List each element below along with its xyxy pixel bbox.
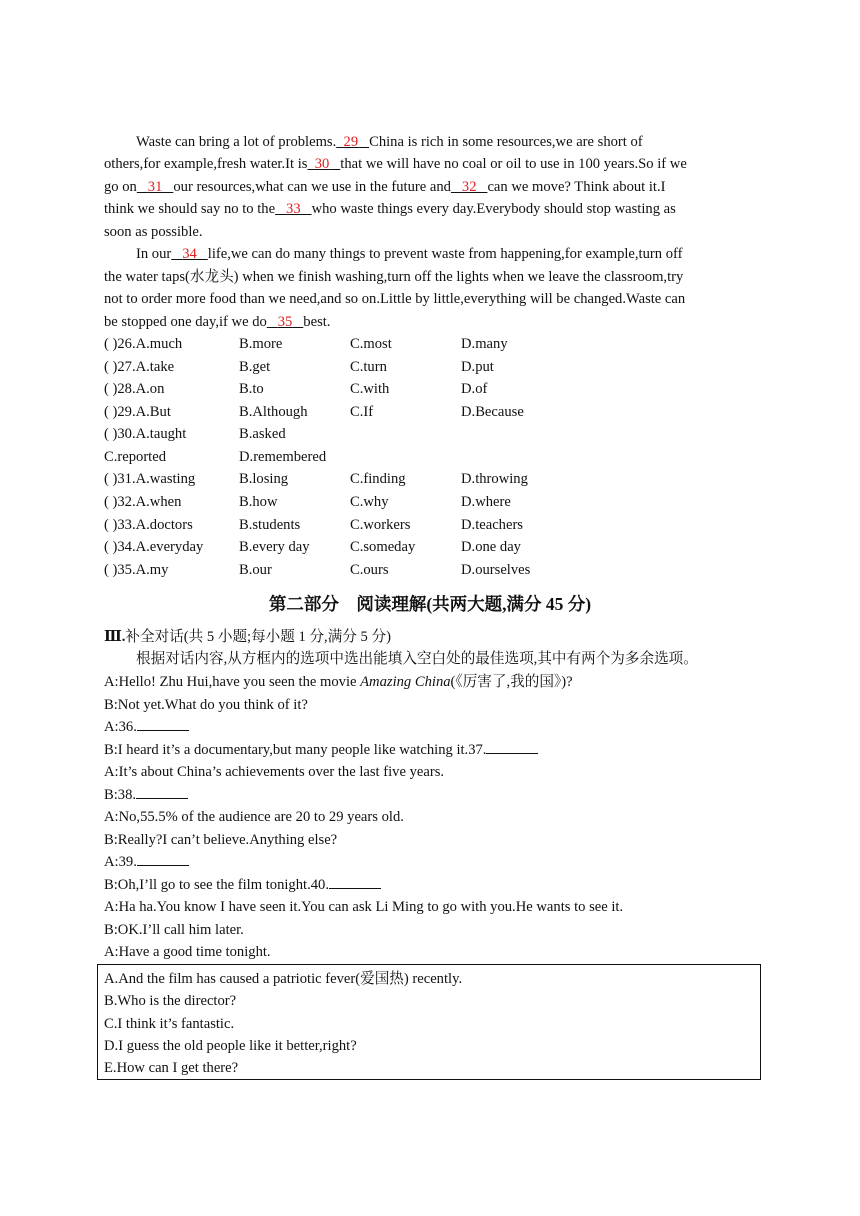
dialogue-line: B:I heard it’s a documentary,but many people like watching it.37. — [104, 739, 538, 761]
section-title: 第二部分 阅读理解(共两大题,满分 45 分) — [268, 594, 592, 614]
section-heading: Ⅲ.补全对话(共 5 小题;每小题 1 分,满分 5 分) — [104, 629, 391, 645]
passage-line: be stopped one day,if we do 35 best. — [104, 311, 330, 333]
choice-item: C.I think it’s fantastic. — [104, 1016, 235, 1032]
passage-line: Waste can bring a lot of problems. 29 China is rich in some resources,we are short of — [136, 131, 643, 153]
exam-page: Waste can bring a lot of problems. 29 China is rich in some resources,we are short of others,for example,fresh water.It is 30 that we will have no coal or oil to use in 100 years.So if we go on 31 our resources,what can we use in the future and 32 can we move? Think about it.I think we should say no to the 33 who waste things every day.Everybody should stop wasting as soon as possible. In our 34 life,we can do many things to prevent waste from happening,for example,turn off the water taps(水龙头) when we finish washing,turn off the lights when we leave the classroom,try not to order more food than we need,and so on.Little by little,everything will be changed.Waste can be stopped one day,if we do 35 best. ( )26.A.much B.more C.most D.many ( )27.A.take B.get C.turn D.put ( )28.A.on B.to C.with D.of ( )29.A.But B.Although C.If D.Because ( )30.A.taught B.asked C.reported D.remembered ( )31.A.wasting B.losing C.finding D.throwing ( )32.A.when B.how C.why D.where ( )33.A.doctors B.students C.workers D.teachers ( )34.A.everyday B.every day C.someday D.one day ( )35.A.my B.our C.ours D.ourselves 第二部分 阅读理解(共两大题,满分 45 分) Ⅲ.补全对话(共 5 小题;每小题 1 分,满分 5 分) 根据对话内容,从方框内的选项中选出能填入空白处的最佳选项,其中有两个为多余选项。 A:Hello! Zhu Hui,have you seen the movie Amazing China(《厉害了,我的国》)? B:Not yet.What do you think of it? A:36. B:I heard it’s a documentary,but many people like watching it.37. A:It’s about China’s achievements over the last five years. B:38. A:No,55.5% of the audience are 20 to 29 years old. B:Really?I can’t believe.Anything else? A:39. B:Oh,I’ll go to see the film tonight.40. A:Ha ha.You know I have seen it.You can ask Li Ming to go with you.He wants to see it. B:OK.I’ll call him later. A:Have a good time tonight. A.And the film has caused a patriotic fever(爱国热) recently. B.Who is the director? C.I think it’s fantastic. D.I guess the old people like it better,right? E.How can I get there? — [0, 0, 860, 1216]
blank-34: 34 — [182, 246, 197, 262]
dialogue-line: B:38. — [104, 784, 188, 806]
blank-31: 31 — [147, 179, 163, 195]
blank-29: 29 — [343, 134, 359, 150]
dialogue-line: A:Ha ha.You know I have seen it.You can ask Li Ming to go with you.He wants to see it. — [104, 899, 624, 915]
choice-item: D.I guess the old people like it better,right? — [104, 1038, 357, 1054]
dialogue-line: A:36. — [104, 716, 189, 738]
passage-line: soon as possible. — [104, 224, 203, 240]
dialogue-line: B:Really?I can’t believe.Anything else? — [104, 832, 338, 848]
dialogue-line: A:No,55.5% of the audience are 20 to 29 years old. — [104, 809, 404, 825]
answer-blank-40[interactable] — [329, 874, 381, 889]
answer-blank-39[interactable] — [137, 851, 189, 866]
dialogue-line: A:It’s about China’s achievements over the last five years. — [104, 764, 445, 780]
dialogue-line: A:Hello! Zhu Hui,have you seen the movie Amazing China(《厉害了,我的国》)? — [104, 674, 573, 690]
passage-line: think we should say no to the 33 who waste things every day.Everybody should stop wasting as — [104, 198, 676, 220]
answer-blank-36[interactable] — [137, 716, 189, 731]
choice-item: B.Who is the director? — [104, 993, 237, 1009]
dialogue-line: A:Have a good time tonight. — [104, 944, 271, 960]
choice-item: A.And the film has caused a patriotic fever(爱国热) recently. — [104, 971, 463, 987]
answer-blank-37[interactable] — [486, 739, 538, 754]
passage-line: go on 31 our resources,what can we use in the future and 32 can we move? Think about it.I — [104, 176, 665, 198]
blank-35: 35 — [277, 314, 293, 330]
blank-33: 33 — [286, 201, 301, 217]
choice-item: E.How can I get there? — [104, 1060, 239, 1076]
passage-line: not to order more food than we need,and so on.Little by little,everything will be changed.Waste can — [104, 291, 686, 307]
dialogue-line: B:OK.I’ll call him later. — [104, 922, 244, 938]
blank-30: 30 — [314, 156, 330, 172]
passage-line: In our 34 life,we can do many things to prevent waste from happening,for example,turn off — [136, 243, 682, 265]
dialogue-line: B:Not yet.What do you think of it? — [104, 697, 308, 713]
passage-line: the water taps(水龙头) when we finish washing,turn off the lights when we leave the classroom,try — [104, 269, 684, 285]
dialogue-line: B:Oh,I’ll go to see the film tonight.40. — [104, 874, 381, 896]
choices-box — [97, 964, 761, 1080]
blank-32: 32 — [461, 179, 477, 195]
instruction-text: 根据对话内容,从方框内的选项中选出能填入空白处的最佳选项,其中有两个为多余选项。 — [136, 651, 698, 667]
answer-blank-38[interactable] — [136, 784, 188, 799]
dialogue-line: A:39. — [104, 851, 189, 873]
passage-line: others,for example,fresh water.It is 30 that we will have no coal or oil to use in 100 years.So if we — [104, 153, 687, 175]
